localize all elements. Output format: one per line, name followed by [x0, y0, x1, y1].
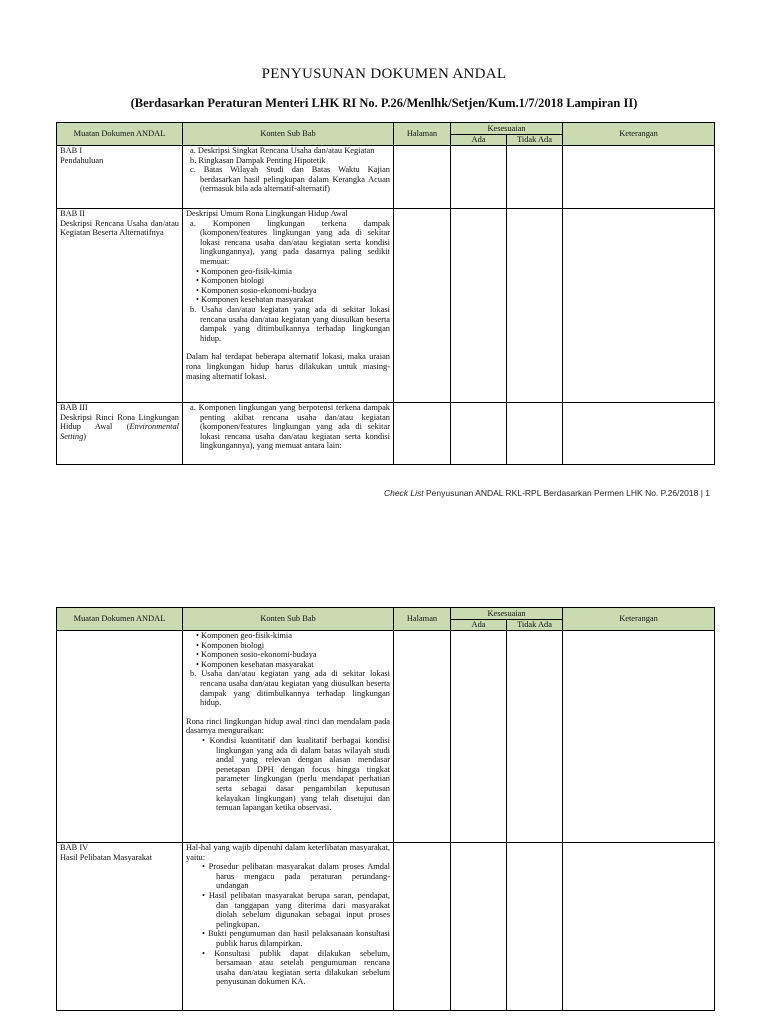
konten-cell [183, 146, 394, 209]
list-item: a. Deskripsi Singkat Rencana Usaha dan/atau Kegiatan [190, 146, 375, 155]
header-keterangan: Keterangan [563, 608, 715, 631]
konten-closing: Dalam hal terdapat beberapa alternatif lokasi, maka uraian rona lingkungan hidup harus dilakukan untuk masing-masing alternatif lokasi. [186, 352, 390, 381]
page-subtitle: (Berdasarkan Peraturan Menteri LHK RI No. P.26/Menlhk/Setjen/Kum.1/7/2018 Lampiran II) [130, 96, 638, 110]
konten-intro: Hal-hal yang wajib dipenuhi dalam keterlibatan masyarakat, yaitu: [186, 843, 390, 862]
table-row-bab-1 [57, 146, 715, 209]
table-row-bab-3-continued [57, 631, 715, 843]
halaman-cell [394, 631, 451, 843]
list-item: • Konsultasi publik dapat dilakukan sebelum, bersamaan atau setelah pengumuman rencana usaha dan/atau kegiatan serta dilakukan sebelum penyusunan dokumen KA. [202, 948, 390, 987]
list-item: • Komponen biologi [196, 640, 265, 650]
checklist-table-page-2 [56, 607, 715, 1011]
bab-label: BAB III [60, 403, 88, 412]
list-item: • Hasil pelibatan masyarakat berupa saran, pendapat, dan tanggapan yang diterima dari masyarakat diolah sebelum digunakan sebagai input proses pelingkupan. [202, 890, 390, 929]
list-item: a. Komponen lingkungan yang berpotensi terkena dampak penting akibat rencana usaha dan/atau kegiatan (komponen/features lingkungan yang ada di sekitar lokasi rencana usaha dan/atau kegiatan serta kondisi lingkungannya), yang memuat antara lain: [190, 403, 390, 451]
page-title: PENYUSUNAN DOKUMEN ANDAL [261, 66, 507, 82]
ada-cell [451, 146, 507, 209]
muatan-cell [57, 403, 183, 465]
muatan-cell [57, 843, 183, 1011]
bab-name: Deskripsi Rinci Rona Lingkungan Hidup Awal (Environmental Setting) [60, 412, 179, 441]
header-muatan: Muatan Dokumen ANDAL [57, 123, 183, 146]
header-tidak-ada: Tidak Ada [507, 620, 563, 631]
list-item: • Komponen kesehatan masyarakat [196, 659, 314, 669]
table-row-bab-2 [57, 209, 715, 403]
ada-cell [451, 403, 507, 465]
list-item: b. Usaha dan/atau kegiatan yang ada di sekitar lokasi rencana usaha dan/atau kegiatan yang diusulkan beserta dampak yang ditimbulkannya terhadap lingkungan hidup. [190, 304, 390, 343]
table-row-bab-4 [57, 843, 715, 1011]
bab-name: Hasil Pelibatan Masyarakat [60, 852, 153, 862]
list-item: • Komponen geo-fisik-kimia [196, 631, 292, 640]
header-konten: Konten Sub Bab [183, 608, 394, 631]
tidak-ada-cell [507, 403, 563, 465]
list-item: c. Batas Wilayah Studi dan Batas Waktu Kajian berdasarkan hasil pelingkupan dalam Kerangka Acuan (termasuk bila ada alternatif-alternatif) [190, 165, 390, 194]
keterangan-cell [563, 209, 715, 403]
page-footer: Check List Penyusunan ANDAL RKL-RPL Berdasarkan Permen LHK No. P.26/2018 | 1 [383, 488, 710, 498]
konten-cell [183, 631, 394, 843]
muatan-cell [57, 209, 183, 403]
list-item: • Komponen geo-fisik-kimia [196, 266, 292, 276]
list-item: • Komponen sosio-ekonomi-budaya [196, 285, 317, 295]
checklist-table-page-1 [56, 122, 715, 465]
header-ada: Ada [451, 135, 507, 146]
header-muatan: Muatan Dokumen ANDAL [57, 608, 183, 631]
list-item: b. Usaha dan/atau kegiatan yang ada di sekitar lokasi rencana usaha dan/atau kegiatan yang diusulkan beserta dampak yang ditimbulkannya terhadap lingkungan hidup. [190, 669, 390, 708]
table-row-bab-3 [57, 403, 715, 465]
halaman-cell [394, 209, 451, 403]
keterangan-cell [563, 631, 715, 843]
header-kesesuaian: Kesesuaian [451, 123, 563, 135]
header-tidak-ada: Tidak Ada [507, 135, 563, 146]
bab-label: BAB I [60, 146, 83, 155]
keterangan-cell [563, 146, 715, 209]
tidak-ada-cell [507, 209, 563, 403]
header-halaman: Halaman [394, 608, 451, 631]
tidak-ada-cell [507, 843, 563, 1011]
bab-label: BAB IV [60, 843, 89, 852]
konten-cell [183, 209, 394, 403]
header-konten: Konten Sub Bab [183, 123, 394, 146]
header-halaman: Halaman [394, 123, 451, 146]
header-keterangan: Keterangan [563, 123, 715, 146]
tidak-ada-cell [507, 631, 563, 843]
halaman-cell [394, 146, 451, 209]
bab-label: BAB II [60, 209, 85, 218]
header-kesesuaian: Kesesuaian [451, 608, 563, 620]
ada-cell [451, 631, 507, 843]
list-item: • Komponen kesehatan masyarakat [196, 295, 314, 305]
list-item: a. Komponen lingkungan terkena dampak (komponen/features lingkungan yang ada di sekitar lokasi rencana usaha dan/atau kegiatan serta kondisi lingkungannya), yang pada dasarnya paling sedikit memuat: [190, 218, 390, 266]
list-item: • Komponen biologi [196, 276, 265, 286]
bab-name: Deskripsi Rencana Usaha dan/atau Kegiatan Beserta Alternatifnya [60, 218, 179, 238]
header-ada: Ada [451, 620, 507, 631]
konten-intro: Deskripsi Umum Rona Lingkungan Hidup Awal [186, 209, 348, 218]
ada-cell [451, 843, 507, 1011]
halaman-cell [394, 403, 451, 465]
tidak-ada-cell [507, 146, 563, 209]
keterangan-cell [563, 403, 715, 465]
list-item: b. Ringkasan Dampak Penting Hipotetik [190, 155, 326, 165]
muatan-cell [57, 631, 183, 843]
list-item: • Prosedur pelibatan masyarakat dalam proses Amdal harus mengacu pada peraturan perundang-undangan [202, 862, 390, 891]
list-item: • Komponen sosio-ekonomi-budaya [196, 650, 317, 660]
ada-cell [451, 209, 507, 403]
konten-cell [183, 403, 394, 465]
list-item: • Bukti pengumuman dan hasil pelaksanaan konsultasi publik harus dilampirkan. [202, 929, 390, 948]
keterangan-cell [563, 843, 715, 1011]
konten-cell [183, 843, 394, 1011]
muatan-cell [57, 146, 183, 209]
list-item: • Kondisi kuantitatif dan kualitatif berbagai kondisi lingkungan yang ada di dalam batas wilayah studi andal yang relevan dengan alasan mendasar penetapan DPH dengan focus hingga tingkat parameter lingkungan (perlu mendapat perhatian serta sebagai dasar pengambilan keputusan kelayakan lingkungan) yang telah disetujui dan temuan lapangan ketika observasi. [202, 735, 390, 813]
bab-name: Pendahuluan [60, 155, 104, 165]
halaman-cell [394, 843, 451, 1011]
konten-intro: Rona rinci lingkungan hidup awal rinci dan mendalam pada dasarnya menguraikan: [186, 716, 390, 736]
